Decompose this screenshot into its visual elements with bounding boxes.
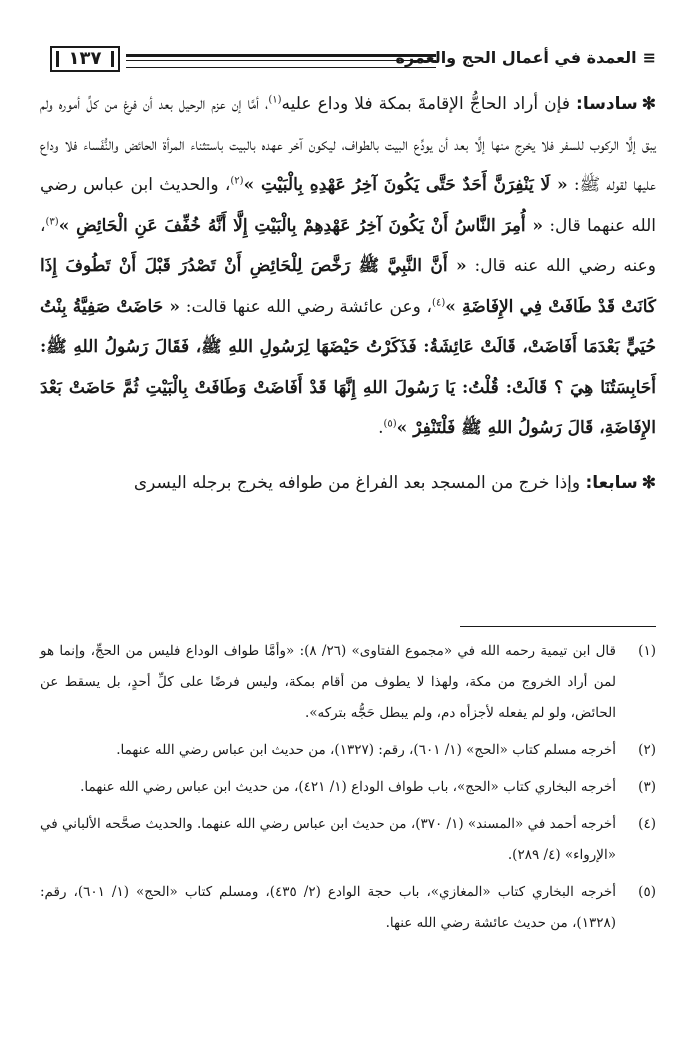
footnote-ref-2[interactable]: (٢) [230,175,244,187]
header-rule [126,54,436,68]
paragraph-text: ، وعن عائشة رضي الله عنها قالت: [180,296,433,317]
paragraph-text: ، والحديث ابن عباس رضي الله عنهما قال: [40,175,657,236]
footnote-number: (٣) [638,779,656,795]
paragraph-text: ، أمَّا إن عزم الرحيل بعد أن فرغ من كلِّ أموره ولم يبق إلَّا الركوب للسفر فلا يخرج منها إلَّا بعد أن يودِّع البيت بالطواف، ليكون آخر عهده بالبيت باستثناء المرأة الحائض والنُّفَساء فلا وداع عليها لقوله ﷺ: [40,94,657,195]
footnote-3 [40,772,656,803]
footnote-number: (٥) [638,884,656,900]
footnote-text: أخرجه أحمد في «المسند» (١/ ٣٧٠)، من حديث ابن عباس رضي الله عنهما. والحديث صحَّحه الألباني في «الإرواء» (٤/ ٢٨٩). [40,816,616,863]
footnote-text: أخرجه مسلم كتاب «الحج» (١/ ٦٠١)، رقم: (١٣٢٧)، من حديث ابن عباس رضي الله عنهما. [116,742,616,758]
hadith-quote-1: « لَا يَنْفِرَنَّ أَحَدٌ حَتَّى يَكُونَ آخِرُ عَهْدِهِ بِالْبَيْتِ » [243,175,568,195]
paragraph-sixth [40,84,656,449]
footnote-ref-1[interactable]: (١) [268,94,282,106]
footnote-number: (٤) [638,816,656,832]
paragraph-end: . [378,418,384,438]
footnote-text: قال ابن تيمية رحمه الله في «مجموع الفتاوى» (٢٦/ ٨): «وأمَّا طواف الوداع فليس من الحجِّ، وإنما هو لمن أراد الخروج من مكة، ولهذا لا يطوف من أقام بمكة، وليس فرضًا على كلِّ أحدٍ، بل يسقط عن الحائض، ولو لم يفعله لأجزأه دم، ولم يبطل حَجُّه بتركه». [40,643,616,721]
hadith-quote-4: « حَاضَتْ صَفِيَّةُ بِنْتُ حُيَيٍّ بَعْدَمَا أَفَاضَتْ، قَالَتْ عَائِشَةُ: فَذَكَرْتُ حَيْضَهَا لِرَسُولِ اللهِ ﷺ، فَقَالَ رَسُولُ اللهِ ﷺ: أَحَابِسَتُنَا هِيَ ؟ قَالَتْ: قُلْتُ: يَا رَسُولَ اللهِ إِنَّهَا قَدْ أَفَاضَتْ وَطَافَتْ بِالْبَيْتِ ثُمَّ حَاضَتْ بَعْدَ الإِفَاضَةِ، قَالَ رَسُولُ اللهِ ﷺ فَلْتَنْفِرْ » [40,296,656,438]
star-bullet-icon: ✻ [641,472,656,493]
footnote-number: (١) [638,643,656,659]
paragraph-seventh [40,463,656,504]
running-header [40,46,656,76]
section-label-sixth: سادسا: [576,94,638,114]
footnote-ref-5[interactable]: (٥) [383,418,397,430]
book-title: العمدة في أعمال الحج والعمرة [395,48,637,67]
menu-glyph-icon: ≡ [642,48,656,67]
hadith-quote-2: « أُمِرَ النَّاسُ أَنْ يَكُونَ آخِرُ عَهْدِهِمْ بِالْبَيْتِ إِلَّا أَنَّهُ خُفِّفَ عَنِ الْحَائِضِ » [58,215,544,236]
footnote-number: (٢) [638,742,656,758]
main-text [40,84,656,503]
star-bullet-icon: ✻ [641,94,657,114]
book-page [40,40,656,1040]
footnote-2 [40,735,656,766]
footnote-text: أخرجه البخاري كتاب «الحج»، باب طواف الوداع (١/ ٤٢١)، من حديث ابن عباس رضي الله عنهما. [80,779,616,795]
footnote-text: أخرجه البخاري كتاب «المغازي»، باب حجة الوادع (٢/ ٤٣٥)، ومسلم كتاب «الحج» (١/ ٦٠١)، رقم: (١٣٢٨)، من حديث عائشة رضي الله عنها. [40,884,617,931]
footnotes [40,636,656,939]
footnote-4 [40,809,656,871]
section-label-seventh: سابعا: [585,472,638,493]
footnote-divider [460,626,656,627]
footnote-ref-3[interactable]: (٣) [45,215,59,227]
paragraph-text: وإذا خرج من المسجد بعد الفراغ من طوافه يخرج برجله اليسرى [133,472,581,493]
paragraph-text: فإن أراد الحاجُّ الإقامةَ بمكة فلا وداع عليه [281,94,570,114]
footnote-1 [40,636,656,729]
footnote-5 [40,877,656,939]
hadith-quote-3: « أَنَّ النَّبِيَّ ﷺ رَخَّصَ لِلْحَائِضِ أَنْ تَصْدُرَ قَبْلَ أَنْ تَطُوفَ إِذَا كَانَتْ قَدْ طَافَتْ فِي الإِفَاضَةِ » [40,256,656,317]
page-number: ١٣٧ [50,46,120,72]
footnote-ref-4[interactable]: (٤) [432,296,446,308]
paragraph-text: ، وعنه رضي الله عنه قال: [40,215,656,276]
